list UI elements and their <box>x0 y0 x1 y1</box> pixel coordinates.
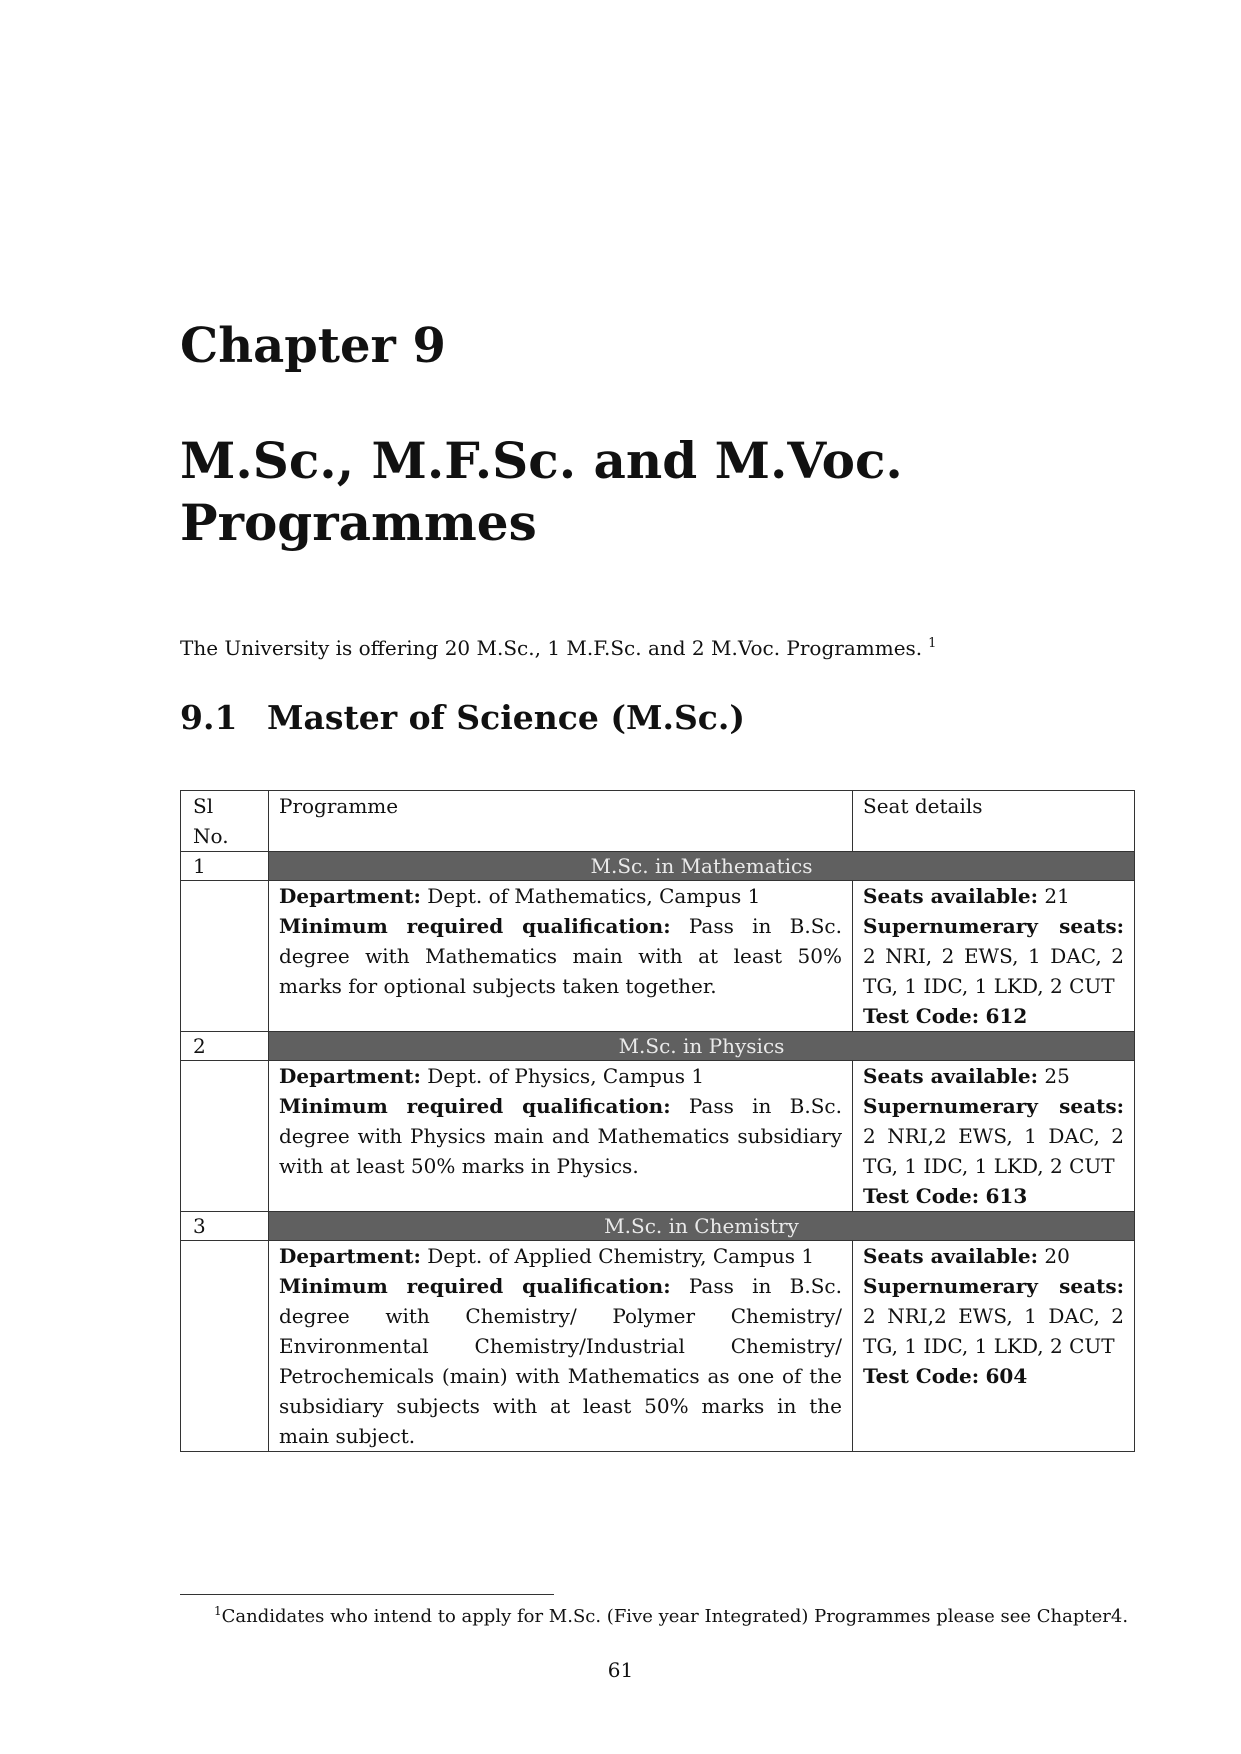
seats-available-value: 21 <box>1044 884 1070 908</box>
qualification-value: Pass in B.Sc. degree with Mathematics main with at least 50% marks for optional subjects taken together. <box>279 914 842 998</box>
seat-details <box>853 1061 1135 1212</box>
programme-band-row <box>181 1032 1135 1061</box>
qualification-label: Minimum required qualification: <box>279 1094 671 1118</box>
qualification-label: Minimum required qualification: <box>279 1274 671 1298</box>
test-code-label: Test Code: <box>863 1184 980 1208</box>
test-code-value: 604 <box>985 1364 1028 1388</box>
footnote-marker: 1 <box>214 1604 222 1618</box>
department-label: Department: <box>279 1064 421 1088</box>
department-label: Department: <box>279 884 421 908</box>
programme-details <box>269 881 853 1032</box>
sl-number: 3 <box>181 1212 269 1241</box>
header-sl-no <box>181 791 269 852</box>
supernumerary-value: 2 NRI,2 EWS, 1 DAC, 2 TG, 1 IDC, 1 LKD, 2 CUT <box>863 1304 1124 1358</box>
seats-available-label: Seats available: <box>863 884 1038 908</box>
programme-title: M.Sc. in Physics <box>269 1032 1135 1061</box>
footnote-text: Candidates who intend to apply for M.Sc. (Five year Integrated) Programmes please see Chapter4. <box>221 1606 1129 1627</box>
seat-details <box>853 1241 1135 1452</box>
department-value: Dept. of Applied Chemistry, Campus 1 <box>427 1244 815 1268</box>
seats-available-label: Seats available: <box>863 1244 1038 1268</box>
programme-band-row <box>181 1212 1135 1241</box>
table-header-row <box>181 791 1135 852</box>
sl-empty-cell <box>181 1241 269 1452</box>
department-value: Dept. of Physics, Campus 1 <box>427 1064 705 1088</box>
seats-available-label: Seats available: <box>863 1064 1038 1088</box>
sl-empty-cell <box>181 1061 269 1212</box>
programme-detail-row <box>181 1061 1135 1212</box>
header-sl-line1: Sl <box>193 794 214 818</box>
page-number: 61 <box>607 1658 634 1682</box>
section-title: Master of Science (M.Sc.) <box>267 698 745 737</box>
sl-empty-cell <box>181 881 269 1032</box>
sl-number: 1 <box>181 852 269 881</box>
department-label: Department: <box>279 1244 421 1268</box>
seats-available-value: 25 <box>1044 1064 1070 1088</box>
intro-text: The University is offering 20 M.Sc., 1 M.F.Sc. and 2 M.Voc. Programmes. <box>180 636 923 660</box>
programme-title: M.Sc. in Chemistry <box>269 1212 1135 1241</box>
programme-details <box>269 1061 853 1212</box>
qualification-label: Minimum required qualification: <box>279 914 671 938</box>
programme-detail-row <box>181 1241 1135 1452</box>
programme-band-row <box>181 852 1135 881</box>
test-code-value: 612 <box>985 1004 1028 1028</box>
qualification-value: Pass in B.Sc. degree with Physics main and Mathematics subsidiary with at least 50% marks in Physics. <box>279 1094 842 1178</box>
header-seat-details: Seat details <box>853 791 1135 852</box>
section-number: 9.1 <box>180 698 238 737</box>
department-value: Dept. of Mathematics, Campus 1 <box>427 884 761 908</box>
intro-paragraph <box>180 630 936 662</box>
test-code-value: 613 <box>985 1184 1028 1208</box>
header-programme: Programme <box>269 791 853 852</box>
footnote <box>180 1598 1128 1630</box>
seat-details <box>853 881 1135 1032</box>
test-code-label: Test Code: <box>863 1004 980 1028</box>
qualification-value: Pass in B.Sc. degree with Chemistry/ Polymer Chemistry/ Environmental Chemistry/Industrial Chemistry/ Petrochemicals (main) with Mathematics as one of the subsidiary subjects with at least 50% marks in the main subject. <box>279 1274 842 1448</box>
supernumerary-value: 2 NRI,2 EWS, 1 DAC, 2 TG, 1 IDC, 1 LKD, 2 CUT <box>863 1124 1124 1178</box>
chapter-title-line2: Programmes <box>180 493 537 552</box>
footnote-rule <box>180 1594 554 1595</box>
header-sl-line2: No. <box>193 824 229 848</box>
seats-available-value: 20 <box>1044 1244 1070 1268</box>
test-code-label: Test Code: <box>863 1364 980 1388</box>
supernumerary-label: Supernumerary seats: <box>863 914 1124 938</box>
chapter-title <box>180 430 903 554</box>
programme-title: M.Sc. in Mathematics <box>269 852 1135 881</box>
chapter-label: Chapter 9 <box>180 318 446 374</box>
programmes-table <box>180 790 1135 1452</box>
intro-footnote-ref: 1 <box>928 636 937 651</box>
supernumerary-label: Supernumerary seats: <box>863 1274 1124 1298</box>
supernumerary-value: 2 NRI, 2 EWS, 1 DAC, 2 TG, 1 IDC, 1 LKD, 2 CUT <box>863 944 1124 998</box>
programme-detail-row <box>181 881 1135 1032</box>
chapter-title-line1: M.Sc., M.F.Sc. and M.Voc. <box>180 431 903 490</box>
programme-details <box>269 1241 853 1452</box>
sl-number: 2 <box>181 1032 269 1061</box>
supernumerary-label: Supernumerary seats: <box>863 1094 1124 1118</box>
section-heading <box>180 700 745 736</box>
